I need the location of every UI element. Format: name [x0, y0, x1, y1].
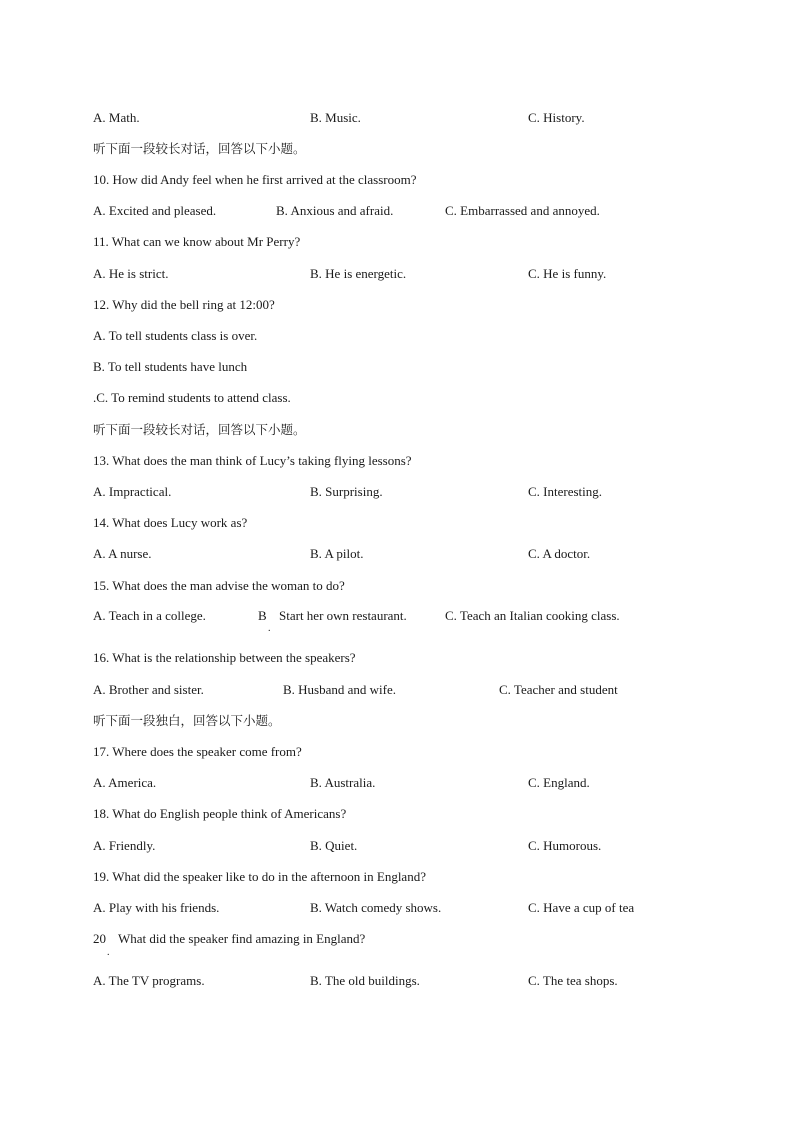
q13-option-a: A. Impractical.	[93, 484, 172, 499]
q10-option-b: B. Anxious and afraid.	[276, 203, 394, 218]
q17-option-c: C. England.	[528, 775, 590, 790]
q17-option-a: A. America.	[93, 775, 157, 790]
q20-question: What did the speaker find amazing in England?	[118, 931, 366, 946]
q9-option-c: C. History.	[528, 110, 585, 125]
q14-question: 14. What does Lucy work as?	[93, 515, 248, 530]
q18-option-c: C. Humorous.	[528, 838, 602, 853]
q18-question: 18. What do English people think of Americans?	[93, 806, 347, 821]
q19-option-c: C. Have a cup of tea	[528, 900, 635, 915]
q11-question: 11. What can we know about Mr Perry?	[93, 234, 301, 249]
q15-option-c: C. Teach an Italian cooking class.	[445, 608, 620, 623]
q13-option-c: C. Interesting.	[528, 484, 603, 499]
section-heading-long-dialogue-1: 听下面一段较长对话，回答以下小题。	[93, 141, 306, 156]
q18-option-a: A. Friendly.	[93, 838, 156, 853]
q19-option-a: A. Play with his friends.	[93, 900, 220, 915]
q12-option-c: .C. To remind students to attend class.	[93, 390, 291, 405]
q9-option-a: A. Math.	[93, 110, 140, 125]
q15-option-a: A. Teach in a college.	[93, 608, 206, 623]
q19-question: 19. What did the speaker like to do in the afternoon in England?	[93, 869, 426, 884]
q20-number: 20	[93, 931, 106, 946]
q15-question: 15. What does the man advise the woman to do?	[93, 578, 345, 593]
q11-option-b: B. He is energetic.	[310, 266, 407, 281]
q12-question: 12. Why did the bell ring at 12:00?	[93, 297, 275, 312]
section-heading-monologue: 听下面一段独白，回答以下小题。	[93, 713, 281, 728]
q16-option-b: B. Husband and wife.	[283, 682, 397, 697]
q14-option-c: C. A doctor.	[528, 546, 591, 561]
q9-option-b: B. Music.	[310, 110, 361, 125]
q11-option-c: C. He is funny.	[528, 266, 607, 281]
q17-option-b: B. Australia.	[310, 775, 376, 790]
q16-option-a: A. Brother and sister.	[93, 682, 204, 697]
q12-option-a: A. To tell students class is over.	[93, 328, 258, 343]
q17-question: 17. Where does the speaker come from?	[93, 744, 302, 759]
q13-question: 13. What does the man think of Lucy’s taking flying lessons?	[93, 453, 412, 468]
q13-option-b: B. Surprising.	[310, 484, 383, 499]
q20-option-b: B. The old buildings.	[310, 973, 420, 988]
q19-option-b: B. Watch comedy shows.	[310, 900, 442, 915]
q11-option-a: A. He is strict.	[93, 266, 169, 281]
q10-question: 10. How did Andy feel when he first arrived at the classroom?	[93, 172, 417, 187]
q15-option-b-letter: B	[258, 608, 267, 623]
stray-dot-mark: .	[268, 623, 271, 634]
q10-option-c: C. Embarrassed and annoyed.	[445, 203, 600, 218]
q12-option-b: B. To tell students have lunch	[93, 359, 248, 374]
q16-option-c: C. Teacher and student	[499, 682, 618, 697]
q16-question: 16. What is the relationship between the speakers?	[93, 650, 356, 665]
q10-option-a: A. Excited and pleased.	[93, 203, 217, 218]
stray-dot-mark: .	[107, 947, 110, 958]
q14-option-a: A. A nurse.	[93, 546, 152, 561]
q14-option-b: B. A pilot.	[310, 546, 364, 561]
q18-option-b: B. Quiet.	[310, 838, 358, 853]
section-heading-long-dialogue-2: 听下面一段较长对话，回答以下小题。	[93, 422, 306, 437]
q20-option-c: C. The tea shops.	[528, 973, 618, 988]
q20-option-a: A. The TV programs.	[93, 973, 205, 988]
q15-option-b-text: Start her own restaurant.	[279, 608, 407, 623]
